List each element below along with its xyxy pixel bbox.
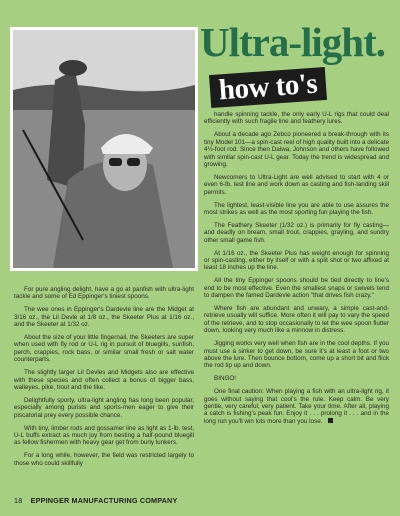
- paragraph: At 1/16 oz., the Skeeter Plus has weight enough for spinning or spin-casting, either by itself or with a split shot or two affixed at least 18 inches up the line.: [204, 249, 389, 272]
- page-title: Ultra-light.: [200, 19, 385, 65]
- paragraph: With tiny, limber rods and gossamer line as light as 1-lb. test, U-L buffs extract as much joy from besting a half-pound bluegill as fellow fishermen with heavy gear get from burly lunkers.: [14, 424, 194, 447]
- end-mark-icon: [328, 418, 333, 423]
- company-name: EPPINGER MANUFACTURING COMPANY: [30, 496, 178, 505]
- paragraph-text: One final caution: When playing a fish with an ultra-light rig, it goes without saying that cool's the rule. Keep calm. Be very gentle, very careful, very patient. Take your time. After all, playing a catch is fishing's peak fun. Enjoy it . . . prolong it . . . and in the long run you'll win lots more than you lose.: [204, 388, 389, 425]
- right-column: [204, 111, 389, 431]
- fisherman-photo: [10, 27, 198, 271]
- paragraph: The Feathery Skeeter (1/32 oz.) is primarily for fly casting—and deadly on bream, small trout, crappies, grayling, and sundry other small game fish.: [204, 221, 389, 244]
- photo-image: [13, 30, 195, 268]
- paragraph: BINGO!: [214, 375, 237, 383]
- subtitle-banner: how to's: [209, 67, 327, 108]
- page-footer: [14, 496, 177, 505]
- page-number: 18: [14, 496, 23, 505]
- paragraph: Newcomers to Ultra-Light are well advised to start with 4 or even 6-lb. test line and work down as casting and fish-landing skill permits.: [204, 173, 389, 196]
- paragraph: About the size of your little fingernail, the Skeeters are super when used with fly rod or U-L rig in pursuit of bluegills, sunfish, perch, crappies, rock bass, or similar small fresh or salt water counterparts.: [14, 334, 194, 364]
- paragraph: The lightest, least-visible line you are able to use assures the most strikes as well as the most sporting fun playing the fish.: [204, 201, 389, 216]
- paragraph: The slightly larger Lil Devles and Midgets also are effective with these species and often collect a bonus of bigger bass, walleyes, pike, trout and the like.: [14, 369, 194, 391]
- paragraph-final: [204, 388, 389, 425]
- paragraph: handle spinning tackle, the only early U-L rigs that could deal efficiently with such fragile line and feathery lures.: [204, 111, 389, 126]
- paragraph: For a long while, however, the field was restricted largely to those who could skillfully: [14, 452, 194, 467]
- paragraph: The wee ones in Eppinger's Dardevle line are the Midget at 3/16 oz., the Lil Devle at 1/8 oz., the Skeeter Plus at 1/16 oz., and the Skeeter at 1/32 oz.: [14, 306, 194, 329]
- paragraph: All the tiny Eppinger spoons should be tied directly to line's end to be most effective. Even the smallest snaps or swivels tend to dampen the famed Dardevle action "that drives fish crazy.": [204, 277, 389, 300]
- left-column: [14, 286, 194, 473]
- paragraph: Where fish are abundant and unwary, a simple cast-and-retrieve usually will suffice. More often it will pay to vary the speed of the retrieve, and to stop occasionally to let the wee spoon flutter down, looking very much like a minnow in distress.: [204, 305, 389, 335]
- paragraph: Delightfully sporty, ultra-light angling has long been popular, especially among purists and sports-men eager to give their piscatorial prey every possible chance.: [14, 396, 194, 419]
- fisherman-illustration: [13, 30, 195, 268]
- paragraph: For pure angling delight, have a go at panfish with ultra-light tackle and some of Ed Eppinger's tiniest spoons.: [14, 286, 194, 301]
- paragraph: Jigging works very well when fish are in the cool depths. If you must use a sinker to get down, be sure it's at least a foot or two above the lure. Then bounce bottom, come up a short bit and flick the rod tip up and down.: [204, 340, 389, 370]
- paragraph: About a decade ago Zebco pioneered a break-through with its tiny Model 101—a spin-cast reel of high quality built into a delicate 4½-foot rod. Since then Daiwa, Johnson and others have followed with similar spin-cast U-L gear. Today the trend is widespread and growing.: [204, 131, 389, 168]
